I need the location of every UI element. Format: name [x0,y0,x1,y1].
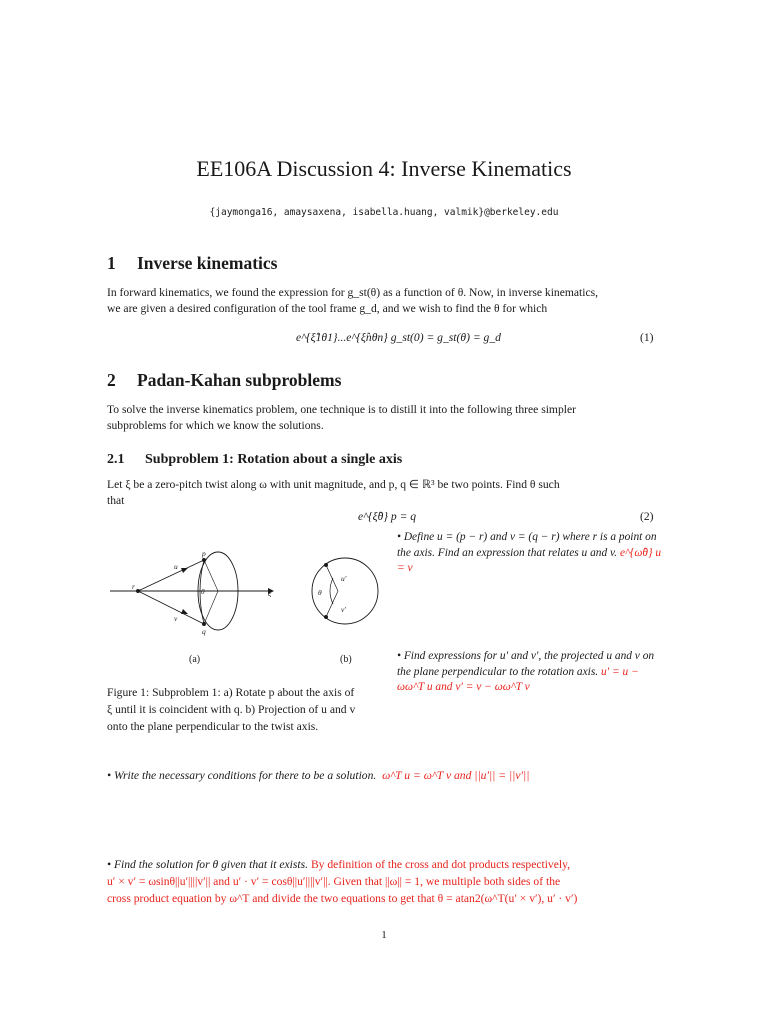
bullet-necessary-conditions [107,768,662,784]
paragraph-line: we are given a desired configuration of the tool frame g_d, and we wish to find the θ for which [107,302,548,315]
bullet-answer: cross product equation by ω^T and divide the two equations to get that θ = atan2(ω^T(u′ × v′), u′ · v′) [107,892,578,905]
vector-u-arrowhead [181,568,188,573]
vector-v-arrowhead [181,609,188,614]
figure-1-caption: Figure 1: Subproblem 1: a) Rotate p about the axis of ξ until it is coincident with q. b) Projection of u and v onto the plane perpendicular to the twist axis. [107,686,356,733]
bullet-solution [107,856,662,907]
page-title: EE106A Discussion 4: Inverse Kinematics [196,156,572,181]
section-number: 1 [107,253,116,273]
projection-circle [312,558,378,624]
point-u-prime [324,563,328,567]
section-2-heading [107,370,341,391]
paragraph-line: subproblems for which we know the solutions. [107,419,324,432]
figure-1a-label: (a) [189,654,201,665]
label-u: u [174,562,178,571]
bullet-prompt: • Write the necessary conditions for there to be a solution. [107,769,377,782]
bullet-answer: u′ × v′ = ωsinθ||u′||||v′|| and u′ · v′ = cosθ||u′||||v′||. Given that ||ω|| = 1, we multiple both sides of the [107,875,561,888]
paragraph-line: In forward kinematics, we found the expression for g_st(θ) as a function of θ. Now, in inverse kinematics, [107,286,599,299]
label-v-prime: v′ [341,605,346,614]
bullet-answer: By definition of the cross and dot products respectively, [310,858,571,871]
section-2-paragraph [107,402,662,434]
radius-to-p [204,560,218,591]
subsection-number: 2.1 [107,452,125,467]
author-emails: {jaymonga16, amaysaxena, isabella.huang, valmik}@berkeley.edu [209,207,559,218]
point-p [202,558,206,562]
equation-1-number: (1) [640,331,654,344]
label-r: r [132,582,135,591]
figure-1b-label: (b) [340,654,352,665]
subsection-2-1-paragraph [107,477,662,509]
label-p: p [202,549,206,558]
bullet-line [107,856,662,873]
label-q: q [202,627,206,636]
bullet-prompt: • Find the solution for θ given that it exists. [107,858,309,871]
vector-v-line [138,591,204,624]
bullet-prompt: • Define u = (p − r) and v = (q − r) where r is a point on the axis. Find an expression that relates u and v. [397,531,657,559]
vector-u-line [138,560,204,591]
point-v-prime [324,615,328,619]
label-xi: ξ [268,589,272,598]
figure-1b-diagram [305,548,385,632]
bullet-answer: ω^T u = ω^T v and ||u′|| = ||v′|| [382,769,530,782]
point-q [202,622,206,626]
bullet-define-u-v [397,530,663,577]
subsection-2-1-heading [107,452,402,468]
label-v: v [174,614,178,623]
vector-u-prime-line [326,565,338,591]
point-r [136,589,140,593]
section-1-heading [107,253,277,274]
equation-2-number: (2) [640,510,654,523]
section-title: Padan-Kahan subproblems [137,370,342,390]
paragraph-line: that [107,494,125,507]
page-number: 1 [381,929,387,941]
section-title: Inverse kinematics [137,253,278,273]
paragraph-line: To solve the inverse kinematics problem, one technique is to distill it into the following three simpler [107,403,576,416]
paragraph-line: Let ξ be a zero-pitch twist along ω with unit magnitude, and p, q ∈ ℝ³ be two points. Find θ such [107,478,560,491]
label-theta: θ [201,587,205,596]
angle-arc [330,578,333,604]
bullet-answer: e^{ω̂θ} u = v [397,546,662,574]
bullet-projections [397,649,663,696]
section-number: 2 [107,370,116,390]
label-u-prime: u′ [341,574,347,583]
radius-to-q [204,591,218,624]
vector-v-prime-line [326,591,338,617]
equation-1: e^{ξ̂1θ1}...e^{ξ̂nθn} g_st(0) = g_st(θ) = g_d [296,331,501,344]
bullet-prompt: • Find expressions for u′ and v′, the projected u and v on the plane perpendicular to the rotation axis. [397,650,655,678]
equation-2: e^{ξ̂θ} p = q [358,510,417,523]
figure-1a-diagram [108,548,283,640]
bullet-answer: u′ = u − ωω^T u and v′ = v − ωω^T v [397,665,639,693]
section-1-paragraph [107,285,662,317]
label-theta: θ [318,588,322,597]
subsection-title: Subproblem 1: Rotation about a single axis [145,452,403,467]
